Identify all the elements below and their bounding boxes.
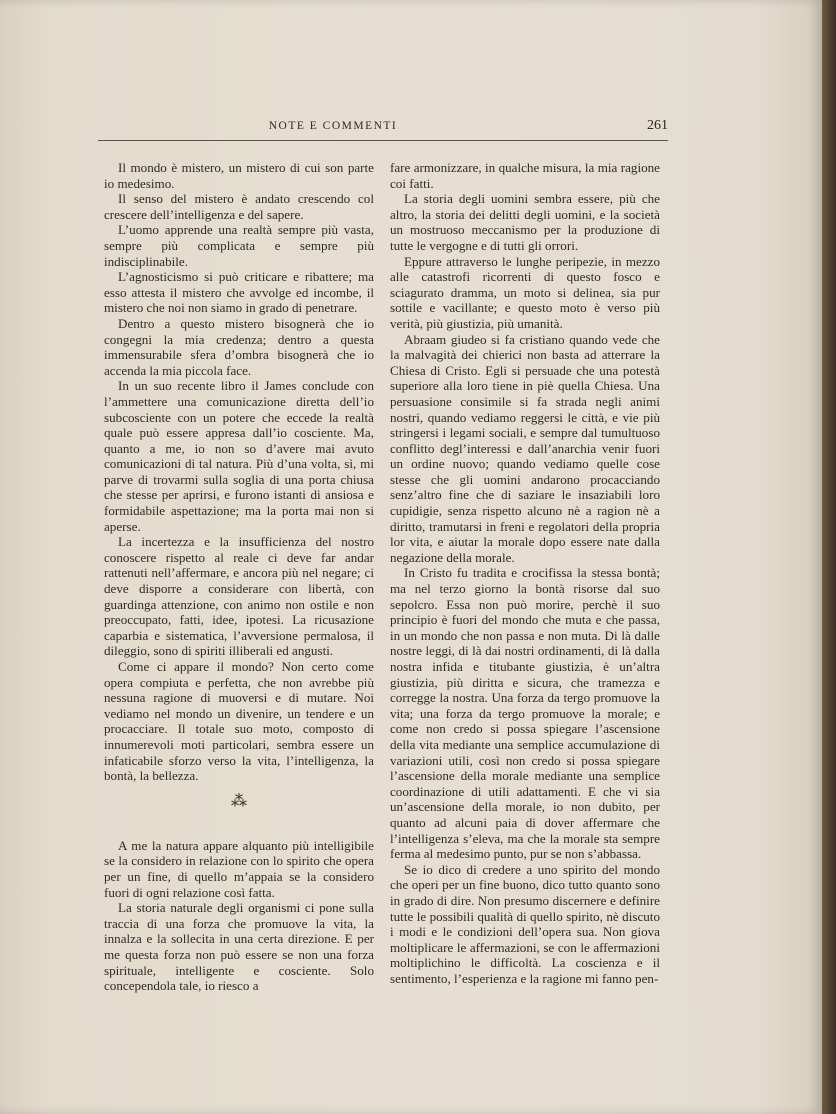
- paragraph: Il mondo è mistero, un mistero di cui son parte io medesimo.: [104, 160, 374, 191]
- book-spine: [822, 0, 836, 1114]
- paragraph: La incertezza e la insufficienza del nostro conoscere rispetto al reale ci deve far andar rattenuti nell’affermare, e ancora più nel negare; ci deve disporre a considerare con libertà, con guardinga attenzione, con animo non ostile e non preoccupato, fatti, idee, ipotesi. La ricusazione caparbia e sistematica, l’avversione permalosa, il dileggio, sono di spiriti illiberali ed angusti.: [104, 534, 374, 659]
- paragraph: L’agnosticismo si può criticare e ribattere; ma esso attesta il mistero che avvolge ed incombe, il mistero che noi non siamo in grado di penetrare.: [104, 269, 374, 316]
- paragraph: Eppure attraverso le lunghe peripezie, in mezzo alle catastrofi ricorrenti di questo fosco e sciagurato dramma, un moto si delinea, sia pur sottile e vacillante; e questo moto è verso più verità, più giustizia, più umanità.: [390, 253, 660, 331]
- paragraph: Abraam giudeo si fa cristiano quando vede che la malvagità dei chierici non basta ad atterrare la Chiesa di Cristo. Egli si persuade che una potestà superiore alla loro tiene in piè quella Chiesa. Una persuasione consimile si fa strada negli animi nostri, quando vediamo reggersi le città, e vie più stringersi i legami sociali, e sempre dal tumultuoso conflitto degl’interessi e dall’anarchia venir fuori un ordine nuovo; quando vediamo quelle cose stesse che gli uomini andarono procacciando senz’altro fine che di saziare le insaziabili loro cupidigie, senza rispetto alcuno nè a ragion nè a diritto, tramutarsi in freni e regolatori della propria lor vita, e aiutar la morale dopo essere nate dalla negazione della morale.: [390, 331, 660, 565]
- right-column: [390, 160, 660, 986]
- paragraph: La storia degli uomini sembra essere, più che altro, la storia dei delitti degli uomini, e la società un mostruoso meccanismo per la produzione di tutte le vergogne e di tutti gli orrori.: [390, 191, 660, 253]
- paragraph: Se io dico di credere a uno spirito del mondo che operi per un fine buono, dico tutto quanto sono in grado di dire. Non presumo discernere e definire tutte le possibili qualità di quello spirito, nè discuto i modi e le condizioni dell’opera sua. Non giova moltiplicare le affermazioni, se con le affermazioni moltiplichino le difficoltà. La coscienza e il sentimento, l’esperienza e la ragione mi fanno pen-: [390, 861, 660, 986]
- running-header: [98, 118, 668, 141]
- paragraph: Come ci appare il mondo? Non certo come opera compiuta e perfetta, che non avrebbe più nessuna ragione di muoversi e di mutare. Noi vediamo nel mondo un divenire, un tendere e un procacciare. Il totale suo moto, composto di innumerevoli moti particolari, sembra essere un infaticabile sforzo verso la vita, l’intelligenza, la bontà, la bellezza.: [104, 659, 374, 784]
- header-title: NOTE E COMMENTI: [268, 120, 398, 132]
- paragraph: Dentro a questo mistero bisognerà che io congegni la mia credenza; dentro a questa immensurabile sfera d’ombra bisognerà che io accenda la mia piccola face.: [104, 315, 374, 378]
- paragraph: La storia naturale degli organismi ci pone sulla traccia di una forza che promuove la vita, la innalza e la sollecita in una certa direzione. E per me questa forza non può essere se non una forza spirituale, intelligente e cosciente. Solo concependola tale, io riesco a: [104, 900, 374, 994]
- paragraph: In un suo recente libro il James conclude con l’ammettere una comunicazione diretta dell’io subcosciente con un potere che eccede la realtà quale può essere appresa dall’io cosciente. Ma, quanto a me, io non so d’avere mai avuto comunicazioni di tal natura. Più d’una volta, sì, mi parve di trovarmi sulla soglia di una porta chiusa che stesse per aprirsi, e furono istanti di ansiosa e formidabile aspettazione; ma la porta mai non si aperse.: [104, 378, 374, 534]
- paragraph: In Cristo fu tradita e crocifissa la stessa bontà; ma nel terzo giorno la bontà risorse dal suo sepolcro. Essa non può morire, perchè il suo principio è fuori del mondo che muta e che passa, in un mondo che non passa e non muta. Di là dalle nostre leggi, di là dai nostri ordinamenti, di là dalla nostra infida e titubante giustizia, è un’altra giustizia, più diritta e sicura, che tramezza e corregge la nostra. Una forza da tergo promuove la vita; una forza da tergo promuove la morale; e come non credo si possa spiegare l’ascensione della vita mediante una semplice accumulazione di variazioni utili, così non credo si possa spiegare l’ascensione della morale mediante una semplice coordinazione di utili adattamenti. E che vi sia un’ascensione della morale, io non dubito, per quanto ad alcuni paia di dover affermare che l’intelligenza s’eleva, ma che la morale sta sempre ferma al medesimo punto, pur se non s’abbassa.: [390, 565, 660, 862]
- asterism: ⁂: [231, 792, 247, 810]
- section-separator: [104, 792, 374, 828]
- paragraph: L’uomo apprende una realtà sempre più vasta, sempre più complicata e sempre più indisciplinabile.: [104, 222, 374, 269]
- page-number: 261: [647, 118, 668, 133]
- paragraph: Il senso del mistero è andato crescendo col crescere dell’intelligenza e del sapere.: [104, 191, 374, 222]
- left-column: [104, 160, 374, 994]
- paragraph: A me la natura appare alquanto più intelligibile se la considero in relazione con lo spirito che opera per un fine, di quello m’appaia se la considero fuori di ogni relazione così fatta.: [104, 837, 374, 900]
- paragraph-continuation: fare armonizzare, in qualche misura, la mia ragione coi fatti.: [390, 160, 660, 191]
